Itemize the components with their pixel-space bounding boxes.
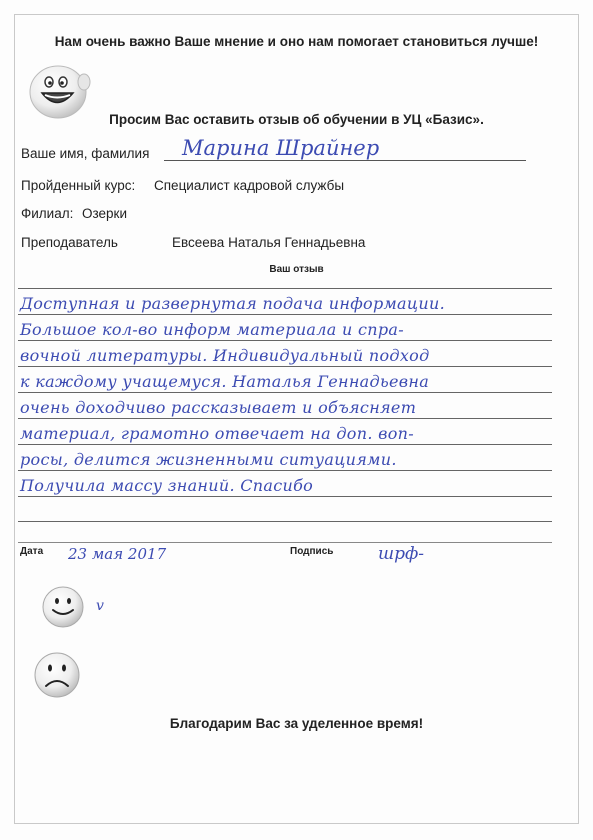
review-text-line: Получила массу знаний. Спасибо (20, 476, 314, 495)
review-text-line: материал, грамотно отвечает на доп. воп- (20, 424, 414, 443)
review-text-line: к каждому учащемуся. Наталья Геннадьевна (20, 372, 430, 391)
ruled-line (18, 418, 552, 419)
date-label: Дата (20, 546, 44, 557)
branch-label: Филиал: (21, 206, 74, 221)
review-text-line: Доступная и развернутая подача информации. (20, 294, 445, 313)
signature-value: шрф- (378, 544, 425, 564)
ruled-line (18, 314, 552, 315)
teacher-label: Преподаватель (21, 235, 118, 250)
footer-thanks: Благодарим Вас за уделенное время! (169, 716, 424, 731)
sad-smiley-icon (32, 650, 82, 700)
happy-smiley-icon (40, 584, 86, 630)
name-label: Ваше имя, фамилия (21, 146, 150, 161)
review-title: Ваш отзыв (269, 264, 324, 275)
signature-label: Подпись (290, 546, 334, 557)
review-text-line: росы, делится жизненными ситуациями. (20, 450, 397, 469)
name-value: Марина Шрайнер (182, 136, 380, 160)
checkmark: v (96, 598, 104, 614)
form-subtitle: Просим Вас оставить отзыв об обучении в УЦ «Базис». (109, 112, 484, 127)
ruled-line (18, 521, 552, 522)
name-underline (164, 160, 526, 161)
ruled-line (18, 340, 552, 341)
course-value: Специалист кадровой службы (154, 178, 345, 193)
date-value: 23 мая 2017 (68, 545, 167, 563)
ruled-line (18, 496, 552, 497)
teacher-value: Евсеева Наталья Геннадьевна (172, 235, 366, 250)
form-header: Нам очень важно Ваше мнение и оно нам помогает становиться лучше! (54, 34, 539, 49)
course-label: Пройденный курс: (21, 178, 136, 193)
review-text-line: Большое кол-во информ материала и спра- (20, 320, 404, 339)
ruled-line (18, 366, 552, 367)
ruled-line (18, 288, 552, 289)
branch-value: Озерки (82, 206, 128, 221)
ruled-line (18, 444, 552, 445)
signature-line (18, 542, 552, 543)
ruled-line (18, 470, 552, 471)
review-text-line: вочной литературы. Индивидуальный подход (20, 346, 430, 365)
ruled-line (18, 392, 552, 393)
review-text-line: очень доходчиво рассказывает и объясняет (20, 398, 417, 417)
